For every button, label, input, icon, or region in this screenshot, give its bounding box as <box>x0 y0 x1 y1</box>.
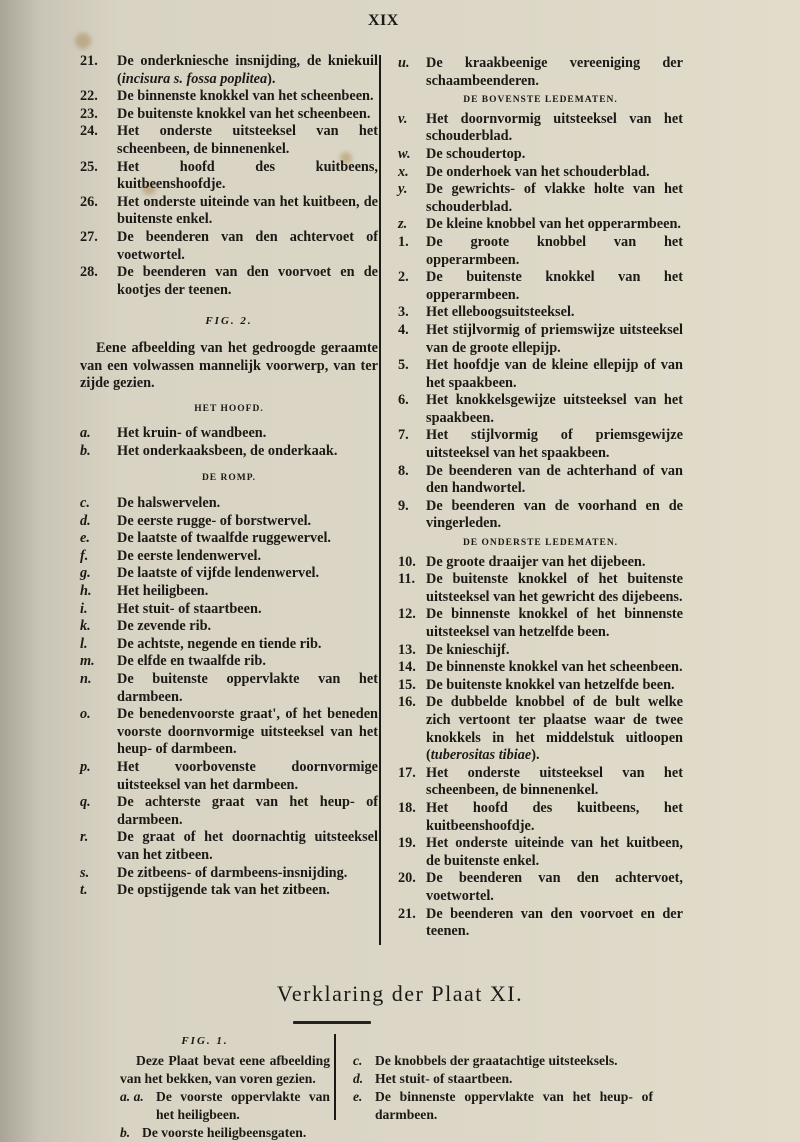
item-label: 3. <box>398 304 409 321</box>
list-item <box>398 694 683 764</box>
plate-section <box>0 981 800 1141</box>
item-label: 21. <box>398 905 416 922</box>
item-label: q. <box>80 794 91 811</box>
item-text: Het heiligbeen. <box>117 583 209 600</box>
item-text: De kraakbeenige vereeniging der schaambeenderen. <box>426 55 683 89</box>
item-text: De voorste heiligbeensgaten. <box>142 1125 307 1140</box>
list-item <box>398 146 683 164</box>
item-latin-term: tuberositas tibiae <box>430 747 532 764</box>
list-item <box>398 322 683 357</box>
title-rule <box>293 1021 371 1024</box>
list-item <box>80 425 378 443</box>
item-text: Het doornvormig uitsteeksel van het schouderblad. <box>426 110 683 145</box>
item-text: Het onderste uitsteeksel van het scheenbeen, de binnenenkel. <box>117 123 378 157</box>
item-label: 24. <box>80 123 98 140</box>
item-label: 18. <box>398 799 416 816</box>
item-text: De buitenste oppervlakte van het darmbeen. <box>117 671 378 705</box>
item-label: 11. <box>398 571 416 588</box>
list-item <box>80 53 378 88</box>
right-column <box>398 55 683 941</box>
item-text: De eerste lendenwervel. <box>117 547 262 564</box>
list-item <box>80 636 378 654</box>
list-item <box>120 1088 330 1124</box>
item-label: c. <box>353 1053 363 1068</box>
item-label: 20. <box>398 870 416 887</box>
list-item <box>398 906 683 941</box>
list-item <box>398 463 683 498</box>
section-heading: DE ROMP. <box>201 473 257 484</box>
item-text: Het stijlvormig of priemswijze uitsteeksel van de groote ellepijp. <box>426 321 683 356</box>
list-item <box>398 164 683 182</box>
item-label: v. <box>398 110 408 127</box>
item-label: u. <box>398 55 410 71</box>
item-text: De achtste, negende en tiende rib. <box>117 635 322 652</box>
list-item <box>398 234 683 269</box>
item-text: De opstijgende tak van het zitbeen. <box>117 882 330 899</box>
item-text: De binnenste knokkel van het scheenbeen. <box>117 88 374 105</box>
item-text: De zevende rib. <box>117 618 212 635</box>
item-label: a. a. <box>120 1089 144 1104</box>
item-text-end: ). <box>267 70 276 87</box>
item-text: Het elleboogsuitsteeksel. <box>426 304 575 321</box>
bottom-right-column <box>353 1052 653 1124</box>
plate-title: Verklaring der Plaat XI. <box>276 981 524 1006</box>
item-text-end: ). <box>531 747 540 764</box>
item-text: Het hoofd des kuitbeens, kuitbeenshoofdje. <box>117 158 378 193</box>
item-label: 26. <box>80 193 98 210</box>
item-label: n. <box>80 671 92 687</box>
column-divider <box>379 55 381 945</box>
list-item <box>120 1124 330 1142</box>
item-label: 21. <box>80 53 98 69</box>
list-item <box>80 829 378 864</box>
item-label: 17. <box>398 764 416 781</box>
item-text: De kleine knobbel van het opperarmbeen. <box>426 216 681 233</box>
item-text: Het onderste uiteinde van het kuitbeen, de buitenste enkel. <box>426 835 683 869</box>
list-item <box>80 123 378 158</box>
item-label: 1. <box>398 233 409 250</box>
list-item <box>398 677 683 695</box>
list-item <box>398 498 683 533</box>
section-heading: HET HOOFD. <box>194 403 264 414</box>
item-latin-term: incisura s. fossa poplitea <box>121 70 268 87</box>
item-label: 27. <box>80 228 98 245</box>
item-text: De beenderen van den voorvoet en de kootjes der teenen. <box>117 264 378 298</box>
item-text: De voorste oppervlakte van het heiligbeen. <box>156 1089 330 1122</box>
list-item <box>398 181 683 216</box>
item-text: Het stuit- of staartbeen. <box>117 600 262 617</box>
item-text: De beenderen van den achtervoet, voetwortel. <box>426 870 683 904</box>
item-text: Het voorbovenste doornvormige uitsteeksel van het darmbeen. <box>117 758 378 793</box>
item-text: De benedenvoorste graat', of het beneden voorste doornvormige uitsteeksel van het heup- of darmbeen. <box>117 706 378 758</box>
item-label: c. <box>80 495 90 512</box>
item-text: De beenderen van den voorvoet en der teenen. <box>426 905 683 940</box>
item-text: De halswervelen. <box>117 495 221 512</box>
list-item <box>398 642 683 660</box>
list-item <box>80 601 378 619</box>
list-item <box>80 706 378 759</box>
item-label: h. <box>80 583 92 600</box>
list-item <box>80 513 378 531</box>
item-label: 28. <box>80 264 98 281</box>
item-label: t. <box>80 882 88 899</box>
item-label: 2. <box>398 269 409 286</box>
item-label: 9. <box>398 497 409 514</box>
item-text: Het knokkelsgewijze uitsteeksel van het spaakbeen. <box>426 392 683 426</box>
list-item <box>398 304 683 322</box>
list-item <box>80 583 378 601</box>
list-item <box>80 794 378 829</box>
item-label: x. <box>398 163 409 180</box>
item-text: De buitenste knokkel van het opperarmbeen. <box>426 269 683 303</box>
item-label: 22. <box>80 88 98 105</box>
item-text: Het kruin- of wandbeen. <box>117 425 267 442</box>
item-label: 10. <box>398 553 416 570</box>
item-label: d. <box>353 1071 364 1086</box>
list-item <box>398 111 683 146</box>
section-heading: DE ONDERSTE LEDEMATEN. <box>462 538 619 549</box>
item-text: De gewrichts- of vlakke holte van het schouderblad. <box>426 181 683 215</box>
bottom-column-divider <box>334 1034 336 1120</box>
item-text: Het hoofd des kuitbeens, het kuitbeenshoofdje. <box>426 799 683 834</box>
item-label: 12. <box>398 606 416 623</box>
list-item <box>80 548 378 566</box>
item-label: z. <box>398 216 408 233</box>
item-label: 8. <box>398 462 409 479</box>
list-item <box>353 1052 653 1070</box>
item-text: De dubbelde knobbel of de bult welke zich vertoont ter plaatse waar de twee knokkels in het middelstuk uitloopen ( <box>426 694 683 764</box>
item-label: y. <box>398 181 408 198</box>
item-text: De graat of het doornachtig uitsteeksel van het zitbeen. <box>117 829 378 863</box>
item-text: De laatste of vijfde lendenwervel. <box>117 565 320 582</box>
item-text: De schoudertop. <box>426 145 526 162</box>
item-label: w. <box>398 145 411 162</box>
list-item <box>80 106 378 124</box>
list-item <box>398 216 683 234</box>
item-text: Het onderste uitsteeksel van het scheenbeen, de binnenenkel. <box>426 764 683 799</box>
item-label: p. <box>80 758 91 775</box>
item-text: De beenderen van de achterhand of van den handwortel. <box>426 462 683 497</box>
item-label: e. <box>80 530 90 547</box>
list-item <box>398 765 683 800</box>
list-item <box>80 229 378 264</box>
item-label: e. <box>353 1089 363 1104</box>
left-column <box>80 53 378 900</box>
item-text: Het stijlvormig of priemsgewijze uitsteeksel van het spaakbeen. <box>426 427 683 462</box>
item-label: 6. <box>398 392 409 409</box>
list-item <box>80 443 378 461</box>
page-number: XIX <box>368 12 399 29</box>
list-item <box>80 618 378 636</box>
list-item <box>80 159 378 194</box>
item-text: De knobbels der graatachtige uitsteeksels. <box>375 1053 618 1068</box>
item-text: De elfde en twaalfde rib. <box>117 653 266 670</box>
item-label: 16. <box>398 694 416 711</box>
item-label: g. <box>80 565 91 582</box>
list-item <box>398 870 683 905</box>
item-label: i. <box>80 600 88 617</box>
item-label: 5. <box>398 357 409 374</box>
list-item <box>80 759 378 794</box>
item-label: b. <box>120 1125 131 1140</box>
list-item <box>353 1070 653 1088</box>
item-text: Het stuit- of staartbeen. <box>375 1071 513 1086</box>
list-item <box>80 88 378 106</box>
item-text: De onderhoek van het schouderblad. <box>426 163 650 180</box>
item-label: 25. <box>80 158 98 175</box>
item-label: b. <box>80 442 91 459</box>
item-text: De onderkniesche insnijding, de kniekuil ( <box>117 53 378 87</box>
list-item <box>353 1088 653 1124</box>
item-text: De buitenste knokkel of het buitenste uitsteeksel van het gewricht des dijebeens. <box>426 571 683 605</box>
item-label: s. <box>80 864 90 881</box>
list-item <box>80 495 378 513</box>
intro-paragraph: Deze Plaat bevat eene afbeelding van het bekken, van voren gezien. <box>120 1053 330 1086</box>
list-item <box>80 671 378 706</box>
item-text: Het onderkaaksbeen, de onderkaak. <box>117 442 338 459</box>
item-text: De beenderen van de voorhand en de vingerleden. <box>426 497 683 532</box>
list-item <box>398 357 683 392</box>
item-label: 19. <box>398 835 416 852</box>
item-text: De beenderen van den achtervoet of voetwortel. <box>117 228 378 263</box>
item-text: De binnenste knokkel of het binnenste uitsteeksel van hetzelfde been. <box>426 606 683 640</box>
list-item <box>398 554 683 572</box>
figure-heading: FIG. 1. <box>181 1035 229 1047</box>
item-label: d. <box>80 512 91 529</box>
list-item <box>398 606 683 641</box>
paper-stain <box>75 33 91 49</box>
list-item <box>398 659 683 677</box>
item-text: De buitenste knokkel van hetzelfde been. <box>426 676 675 693</box>
list-item <box>80 530 378 548</box>
section-heading: DE BOVENSTE LEDEMATEN. <box>463 95 618 106</box>
item-label: 4. <box>398 321 409 338</box>
item-text: Het onderste uiteinde van het kuitbeen, de buitenste enkel. <box>117 193 378 228</box>
item-text: De laatste of twaalfde ruggewervel. <box>117 530 331 547</box>
item-label: o. <box>80 706 91 723</box>
item-text: De buitenste knokkel van het scheenbeen. <box>117 105 371 122</box>
intro-paragraph: Eene afbeelding van het gedroogde geraamte van een volwassen mannelijk voorwerp, van ter zijde gezien. <box>80 339 378 392</box>
item-label: 23. <box>80 105 98 122</box>
item-text: De achterste graat van het heup- of darmbeen. <box>117 794 378 828</box>
bottom-left-column <box>120 1032 330 1142</box>
list-item <box>398 571 683 606</box>
figure-heading: FIG. 2. <box>205 315 253 328</box>
item-text: De eerste rugge- of borstwervel. <box>117 512 312 529</box>
item-label: k. <box>80 618 91 635</box>
list-item <box>80 194 378 229</box>
item-label: m. <box>80 653 95 670</box>
item-label: f. <box>80 547 89 564</box>
item-text: De groote draaijer van het dijebeen. <box>426 553 646 570</box>
list-item <box>80 865 378 883</box>
item-label: a. <box>80 425 91 442</box>
item-text: Het hoofdje van de kleine ellepijp of van het spaakbeen. <box>426 357 683 391</box>
item-label: r. <box>80 829 89 846</box>
item-text: De binnenste knokkel van het scheenbeen. <box>426 659 683 676</box>
list-item <box>398 55 683 90</box>
list-item <box>80 882 378 900</box>
list-item <box>80 264 378 299</box>
item-text: De knieschijf. <box>426 641 510 658</box>
item-label: 14. <box>398 659 416 676</box>
list-item <box>80 565 378 583</box>
list-item <box>398 835 683 870</box>
list-item <box>398 800 683 835</box>
item-label: l. <box>80 635 88 652</box>
list-item <box>398 269 683 304</box>
item-text: De binnenste oppervlakte van het heup- of darmbeen. <box>375 1089 653 1122</box>
list-item <box>398 392 683 427</box>
item-label: 13. <box>398 641 416 658</box>
list-item <box>398 427 683 462</box>
item-label: 15. <box>398 676 416 693</box>
item-text: De groote knobbel van het opperarmbeen. <box>426 233 683 268</box>
item-text: De zitbeens- of darmbeens-insnijding. <box>117 864 348 881</box>
item-label: 7. <box>398 427 409 444</box>
list-item <box>80 653 378 671</box>
